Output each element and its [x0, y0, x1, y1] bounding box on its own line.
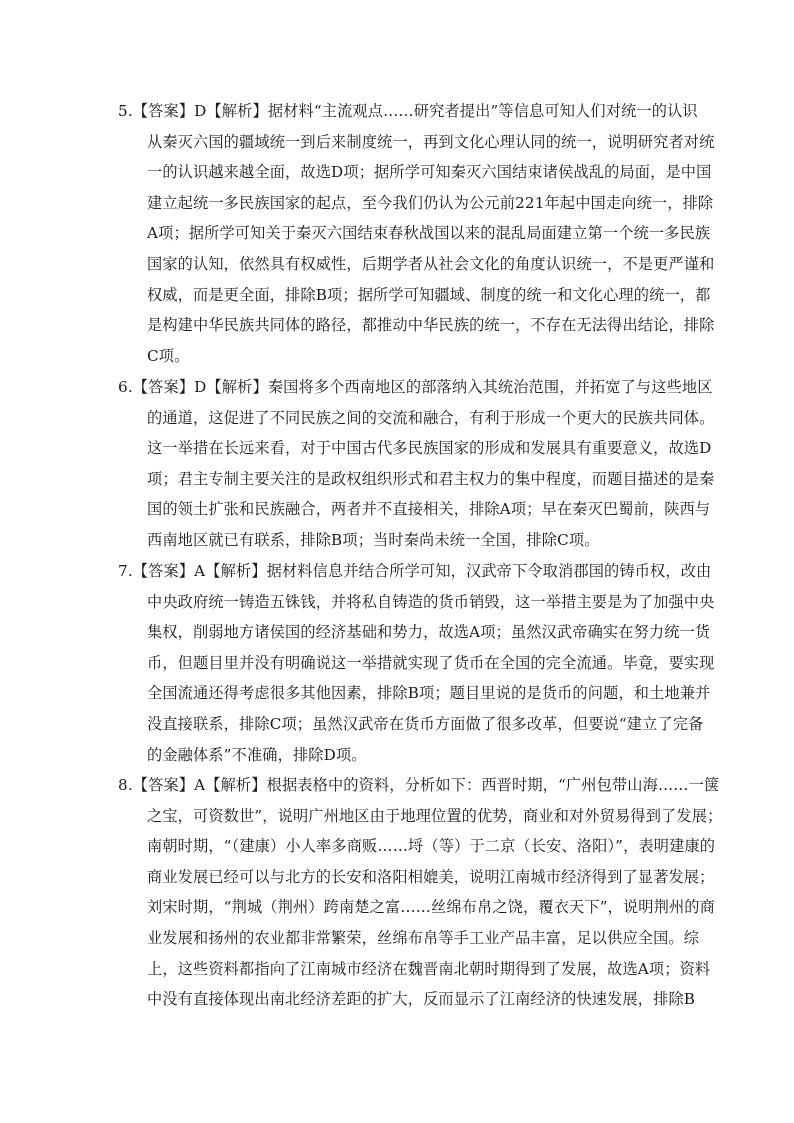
text-line: 刘宋时期，“荆城（荆州）跨南楚之富……丝绵布帛之饶，覆衣天下”，说明荆州的商 [147, 898, 715, 917]
text-line: 上，这些资料都指向了江南城市经济在魏晋南北朝时期得到了发展，故选A项；资料 [147, 959, 711, 978]
text-line: 币，但题目里并没有明确说这一举措就实现了货币在全国的完全流通。毕竟，要实现 [147, 653, 715, 672]
text-line: 建立起统一多民族国家的起点，至今我们仍认为公元前221年起中国走向统一，排除 [147, 193, 714, 212]
answer-item-8 [118, 770, 723, 1015]
answer-item-7 [118, 556, 715, 770]
text-line: 中没有直接体现出南北经济差距的扩大，反而显示了江南经济的快速发展，排除B [147, 990, 696, 1009]
text-line: 一的认识越来越全面，故选D项；据所学可知秦灭六国结束诸侯战乱的局面，是中国 [147, 163, 712, 182]
text-line: 国家的认知，依然具有权威性，后期学者从社会文化的角度认识统一，不是更严谨和 [147, 254, 715, 273]
text-line: 西南地区就已有联系，排除B项；当时秦尚未统一全国，排除C项。 [147, 530, 600, 549]
text-line: 6.【答案】D【解析】秦国将多个西南地区的部落纳入其统治范围，并拓宽了与这些地区 [118, 378, 713, 396]
text-line: 之宝，可资数世”，说明广州地区由于地理位置的优势，商业和对外贸易得到了发展； [147, 806, 723, 825]
text-line: 从秦灭六国的疆域统一到后来制度统一，再到文化心理认同的统一，说明研究者对统 [147, 132, 715, 151]
text-line: C项。 [147, 346, 190, 365]
text-line: 南朝时期，“（建康）小人率多商贩……埒（等）于二京（长安、洛阳）”，表明建康的 [147, 837, 716, 856]
text-line: 是构建中华民族共同体的路径，都推动中华民族的统一，不存在无法得出结论，排除 [147, 316, 715, 335]
text-line: 这一举措在长远来看，对于中国古代多民族国家的形成和发展具有重要意义，故选D [147, 439, 712, 458]
text-line: 的金融体系”不准确，排除D项。 [147, 745, 367, 764]
text-line: 业发展和扬州的农业都非常繁荣，丝绵布帛等手工业产品丰富，足以供应全国。综 [147, 928, 700, 947]
answer-item-5 [118, 96, 715, 371]
text-line: A项；据所学可知关于秦灭六国结束春秋战国以来的混乱局面建立第一个统一多民族 [147, 224, 711, 243]
text-line: 项；君主专制主要关注的是政权组织形式和君主权力的集中程度，而题目描述的是秦 [147, 469, 715, 488]
text-line: 5.【答案】D【解析】据材料“主流观点……研究者提出”等信息可知人们对统一的认识 [118, 102, 698, 120]
text-line: 8.【答案】A【解析】根据表格中的资料，分析如下：西晋时期，“广州包带山海……一箧 [118, 776, 720, 794]
text-line: 国的领土扩张和民族融合，两者并不直接相关，排除A项；早在秦灭巴蜀前，陕西与 [147, 500, 711, 519]
text-line: 的通道，这促进了不同民族之间的交流和融合，有利于形成一个更大的民族共同体。 [147, 408, 715, 427]
text-line: 7.【答案】A【解析】据材料信息并结合所学可知，汉武帝下令取消郡国的铸币权，改由 [118, 562, 712, 580]
text-line: 商业发展已经可以与北方的长安和洛阳相媲美，说明江南城市经济得到了显著发展； [147, 867, 715, 886]
text-line: 集权，削弱地方诸侯国的经济基础和势力，故选A项；虽然汉武帝确实在努力统一货 [147, 623, 711, 642]
text-line: 权威，而是更全面，排除B项；据所学可知疆域、制度的统一和文化心理的统一，都 [147, 285, 711, 304]
text-line: 中央政府统一铸造五铢钱，并将私自铸造的货币销毁，这一举措主要是为了加强中央 [147, 592, 715, 611]
text-line: 没直接联系，排除C项；虽然汉武帝在货币方面做了很多改革，但要说“建立了完备 [147, 714, 704, 733]
answer-item-6 [118, 372, 715, 556]
text-line: 全国流通还得考虑很多其他因素，排除B项；题目里说的是货币的问题，和土地兼并 [147, 684, 711, 703]
